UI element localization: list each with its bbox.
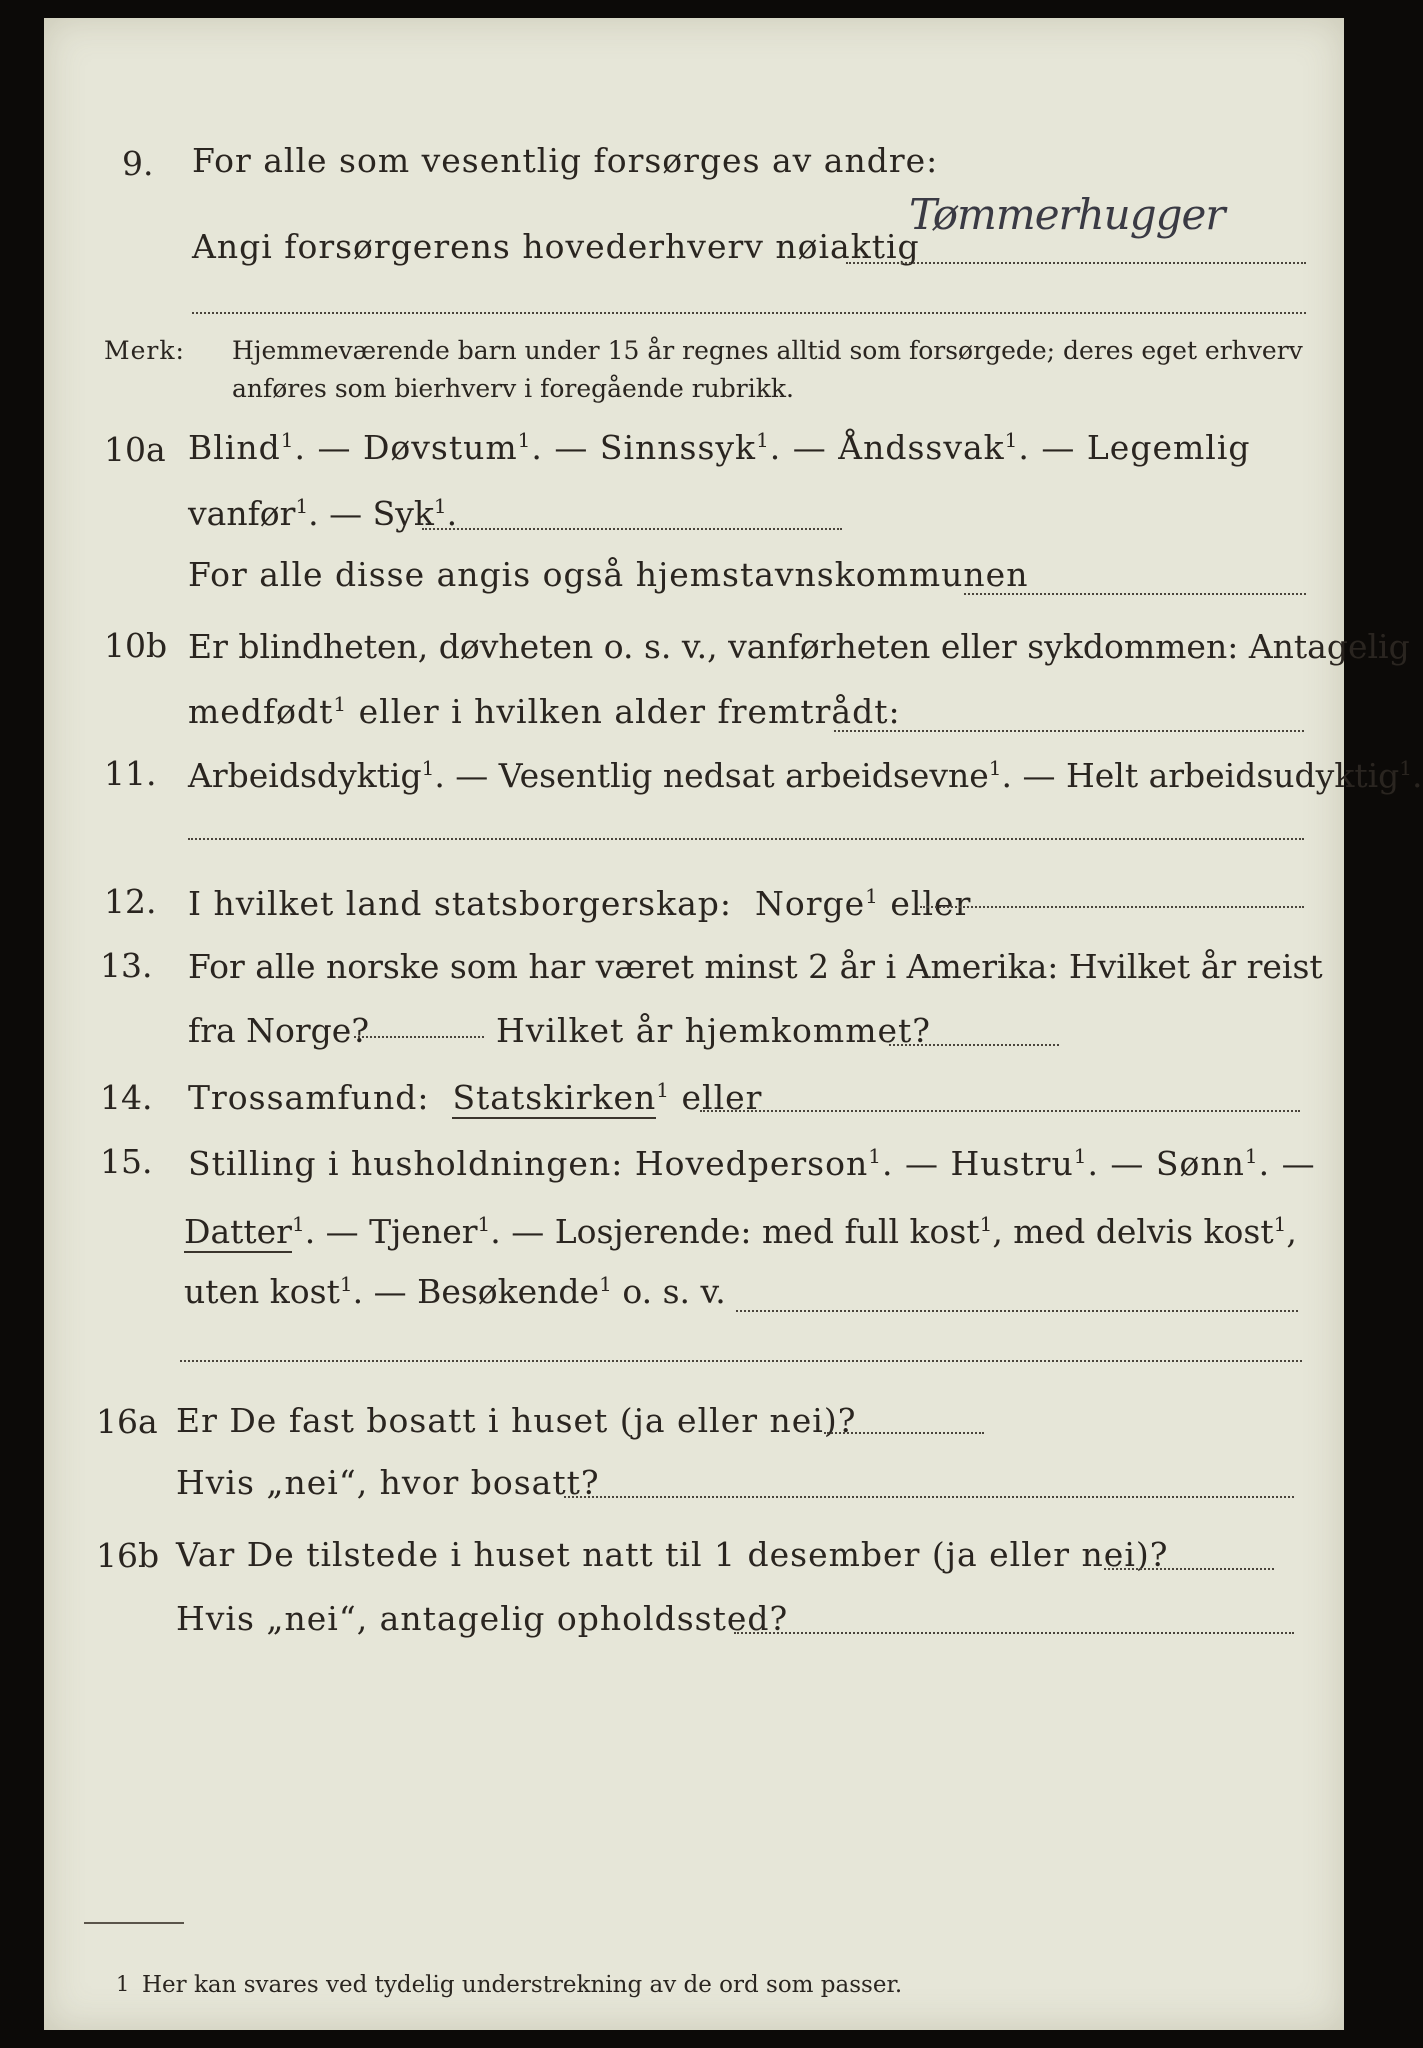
footnote-text: Her kan svares ved tydelig understrekning av de ord som passer. [142,1972,903,1998]
q15-comma: , [1286,1212,1297,1251]
q15-tjener: . — Tjener [304,1212,478,1251]
q10b-line1: Er blindheten, døvheten o. s. v., vanførheten eller sykdommen: Antagelig [188,627,1410,666]
footnote-ref: 1 [291,1212,305,1236]
q12-number: 12. [104,882,157,921]
q15-uten-kost: uten kost [184,1272,340,1311]
footnote-ref: 1 [865,884,879,908]
q12-line [188,884,972,923]
q12-eller: eller [878,884,972,923]
q11-udyktig: . — Helt arbeidsudyktig [1001,756,1400,795]
footnote-ref: 1 [988,756,1002,780]
q9-number: 9. [122,144,154,183]
q16a-line1: Er De fast bosatt i huset (ja eller nei)? [176,1401,857,1440]
q15-osv: o. s. v. [611,1272,726,1311]
q16a-answer-line [824,1432,984,1434]
q9-answer-line [846,262,1306,264]
q16a-bosatt-line [564,1496,1294,1498]
q10a-sinnssyk: . — Sinnssyk [531,428,757,467]
footnote-ref: 1 [477,1212,491,1236]
q10a-number: 10a [104,430,166,469]
footnote-ref: 1 [339,1272,353,1296]
merk-line1: Hjemmeværende barn under 15 år regnes alltid som forsørgede; deres eget erhverv [232,336,1303,365]
q10a-blind: Blind [188,428,281,467]
footnote-ref: 1 [1004,428,1019,452]
q10b-medfodt: medfødt [188,692,334,731]
footnote-ref: 1 [1399,756,1412,780]
merk-label: Merk: [104,336,185,365]
footnote-ref: 1 [756,428,770,452]
q14-number: 14. [100,1078,153,1117]
q10a-line3: For alle disse angis også hjemstavnskommunen [188,555,1029,594]
q11-line1 [188,756,1423,795]
footnote-ref: 1 [421,756,435,780]
q13-number: 13. [100,946,153,985]
footnote-ref: 1 [433,494,447,518]
footnote-ref: 1 [333,692,348,716]
q9-handwritten-answer: Tømmerhugger [909,190,1225,239]
q15-number: 15. [100,1142,153,1181]
q16a-number: 16a [96,1402,158,1441]
q15-extra-line [180,1360,1302,1362]
q15-besokende: . — Besøkende [352,1272,600,1311]
q16b-answer-line [1104,1568,1274,1570]
q15-line3 [184,1272,726,1311]
q11-number: 11. [104,754,157,793]
footnote-ref: 1 [517,428,532,452]
q11-answer-line [188,838,1304,840]
q15-line2 [184,1212,1297,1251]
q15-datter: Datter [184,1212,292,1251]
q10b-line2 [188,692,901,731]
q12-question: I hvilket land statsborgerskap: [188,884,733,923]
q12-answer-line [920,906,1304,908]
q13-reist-line [354,1036,484,1038]
merk-line2: anføres som bierhverv i foregående rubrikk. [232,374,794,403]
q12-norge: Norge [755,884,866,923]
q9-line2: Angi forsørgerens hovederhverv nøiaktig [192,227,920,266]
q9-line1: For alle som vesentlig forsørges av andre: [192,141,939,180]
q10a-syk: . — Syk [308,494,434,533]
footnote-ref: 1 [868,1144,882,1168]
q15-full-kost: . — Losjerende: med full kost [490,1212,980,1251]
footnote-mark: 1 [116,1972,130,1996]
q10a-answer-line [422,528,842,530]
q11-period: . [1412,756,1423,795]
q14-question: Trossamfund: [188,1078,430,1117]
q14-eller: eller [670,1078,763,1117]
q10a-line2 [188,494,458,533]
q15-sonn: . — Sønn [1087,1144,1245,1183]
q13-line2-b: Hvilket år hjemkommet? [496,1011,931,1050]
q15-hustru: . — Hustru [881,1144,1074,1183]
q10a-andssvak: . — Åndssvak [769,428,1005,467]
q15-dash: . — [1258,1144,1316,1183]
q15-hovedperson: Stilling i husholdningen: Hovedperson [188,1144,869,1183]
q10a-period: . [446,494,458,533]
q15-answer-line [736,1310,1298,1312]
q15-delvis-kost: , med delvis kost [992,1212,1274,1251]
q10a-line1 [188,428,1251,467]
q10b-answer-line [834,730,1304,732]
q16b-line2: Hvis „nei“, antagelig opholdssted? [176,1599,789,1638]
q14-answer-line [700,1110,1300,1112]
q10b-number: 10b [104,626,168,665]
footnote-ref: 1 [1073,1144,1088,1168]
q16b-number: 16b [96,1536,160,1575]
q15-line1 [188,1144,1316,1183]
footnote-ref: 1 [280,428,295,452]
q11-arbeidsdyktig: Arbeidsdyktig [188,756,422,795]
q16a-line2: Hvis „nei“, hvor bosatt? [176,1463,600,1502]
footnote-ref: 1 [599,1272,612,1296]
footnote-ref: 1 [1244,1144,1259,1168]
q11-nedsat: . — Vesentlig nedsat arbeidsevne [434,756,989,795]
q9-extra-line [192,312,1306,314]
q14-line [188,1078,763,1117]
census-form-page [44,18,1423,2030]
footnote-ref: 1 [295,494,309,518]
q13-hjemkommet-line [889,1044,1059,1046]
q10b-alder: eller i hvilken alder fremtrådt: [347,692,901,731]
footnote-ref: 1 [656,1078,671,1102]
q10a-legemlig: . — Legemlig [1018,428,1251,467]
q10a-vanfor: vanfør [188,494,296,533]
footnote-ref: 1 [979,1212,993,1236]
footnote-ref: 1 [1273,1212,1287,1236]
q13-line2-a: fra Norge? [188,1011,370,1050]
q14-statskirken: Statskirken [452,1078,657,1117]
q13-line1: For alle norske som har været minst 2 år i Amerika: Hvilket år reist [188,947,1323,986]
q10a-kommune-line [964,593,1306,595]
q16b-opholdssted-line [734,1632,1294,1634]
q10a-dovstum: . — Døvstum [294,428,518,467]
footnote-divider [84,1922,184,1924]
q16b-line1: Var De tilstede i huset natt til 1 desember (ja eller nei)? [176,1535,1169,1574]
